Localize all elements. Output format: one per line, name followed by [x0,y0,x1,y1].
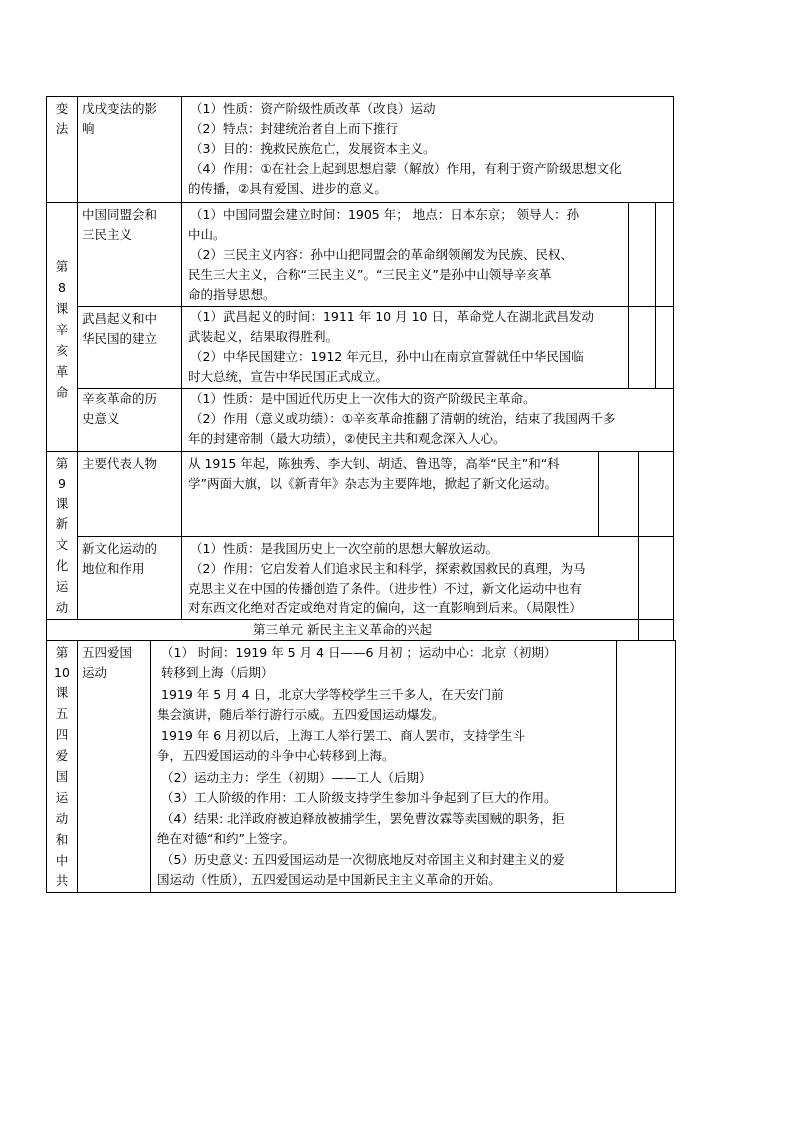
content-line: （1）性质：是中国近代历史上一次伟大的资产阶级民主革命。 [190,391,536,406]
topic-cell-xinhai-yiyi [77,388,182,452]
content-line: 1919 年 6 月初以后，上海工人举行罢工、商人罢市，支持学生斗 [161,728,526,743]
topic-line: 戊戌变法的影 [82,101,158,116]
lesson-char: 10 [54,665,70,680]
empty-cell [638,619,674,641]
topic-cell-wuchang [77,306,182,389]
empty-cell [628,202,656,307]
content-line: （1）中国同盟会建立时间：1905 年； 地点：日本东京； 领导人：孙 [190,207,580,222]
content-cell-diwei [181,536,639,620]
lesson-char: 第 [55,645,69,660]
unit-title: 第三单元 新民主主义革命的兴起 [253,622,432,637]
content-cell-wuchang [181,306,629,389]
lesson-char: 革 [55,364,69,379]
lesson-char: 辛 [55,322,69,337]
topic-line: 新文化运动的 [82,541,158,556]
topic-cell-diwei [77,536,182,620]
lesson-char: 爱 [55,748,69,763]
empty-cell [616,640,676,893]
lesson-cell-8 [46,202,78,452]
lesson-char: 五 [55,706,69,721]
empty-cell [638,451,674,537]
empty-cell [655,306,674,389]
lesson-char: 课 [55,685,69,700]
content-line: （3）工人阶级的作用：工人阶级支持学生参加斗争起到了巨大的作用。 [161,790,557,805]
content-line: 中山。 [188,227,226,242]
content-line: 从 1915 年起，陈独秀、李大钊、胡适、鲁迅等，高举“民主”和“科 [188,456,560,471]
lesson-char: 动 [55,811,69,826]
lesson-cell-10 [46,640,78,893]
lesson-char: 8 [58,280,66,295]
lesson-char: 和 [55,832,69,847]
lesson-char: 中 [55,853,69,868]
lesson-char: 变 [55,101,69,116]
topic-line: 三民主义 [82,227,133,242]
content-line: （5）历史意义: 五四爱国运动是一次彻底地反对帝国主义和封建主义的爱 [161,852,565,867]
empty-cell [628,306,656,389]
topic-line: 中国同盟会和 [82,207,158,222]
content-line: 国运动（性质），五四爱国运动是中国新民主主义革命的开始。 [157,872,501,887]
lesson-char: 命 [55,385,69,400]
empty-cell [638,536,674,620]
topic-line: 地位和作用 [82,561,145,576]
content-line: （2）三民主义内容：孙中山把同盟会的革命纲领阐发为民族、民权、 [190,247,573,262]
content-line: 转移到上海（后期） [161,665,274,680]
content-cell-bianfa [181,96,674,203]
topic-line: 响 [82,121,95,136]
lesson-char: 动 [55,600,69,615]
topic-line: 运动 [82,665,108,680]
topic-cell-wusi [77,640,151,893]
lesson-char: 第 [55,456,69,471]
content-cell-tongmenghui [181,202,629,307]
lesson-char: 共 [55,873,69,888]
content-line: 民生三大主义，合称“三民主义”。“三民主义”是孙中山领导辛亥革 [188,267,552,282]
content-cell-xinhai-yiyi [181,388,674,452]
lesson-char: 国 [55,769,69,784]
content-line: （1） 时间：1919 年 5 月 4 日——6 月初 ；运动中心：北京（初期） [161,645,557,660]
content-line: （3）目的：挽救民族危亡，发展资本主义。 [190,141,436,156]
content-line: 集会演讲，随后举行游行示威。五四爱国运动爆发。 [157,707,445,722]
unit-header-cell [46,619,639,641]
content-line: 克思主义在中国的传播创造了条件。（进步性）不过，新文化运动中也有 [188,581,582,596]
content-line: 学”两面大旗，以《新青年》杂志为主要阵地，掀起了新文化运动。 [188,476,557,491]
content-line: （2）运动主力：学生（初期）——工人（后期） [161,770,432,785]
topic-line: 辛亥革命的历 [82,391,158,406]
content-line: 时大总统，宣告中华民国正式成立。 [188,369,389,384]
lesson-char: 新 [55,516,69,531]
lesson-char: 四 [55,727,69,742]
content-line: 的传播，②具有爱国、进步的意义。 [188,181,387,196]
content-cell-wusi [150,640,617,893]
content-line: （4）结果: 北洋政府被迫释放被捕学生，罢免曹汝霖等卖国贼的职务，拒 [161,811,565,826]
lesson-char: 9 [58,476,66,491]
lesson-char: 化 [55,558,69,573]
empty-cell [655,202,674,307]
lesson-char: 课 [55,301,69,316]
lesson-char: 亥 [55,343,69,358]
lesson-char: 运 [55,579,69,594]
content-line: （4）作用：①在社会上起到思想启蒙（解放）作用，有利于资产阶级思想文化 [190,161,622,176]
content-line: （2）作用：它启发着人们追求民主和科学，探索救国救民的真理，为马 [190,561,586,576]
lesson-char: 文 [55,537,69,552]
content-line: （1）性质：资产阶级性质改革（改良）运动 [190,101,436,116]
lesson-cell-bianfa [46,96,78,203]
lesson-char: 法 [55,121,69,136]
topic-cell-tongmenghui [77,202,182,307]
content-line: （1）性质：是我国历史上一次空前的思想大解放运动。 [190,541,498,556]
content-line: 对东西文化绝对否定或绝对肯定的偏向，这一直影响到后来。（局限性） [188,600,582,615]
topic-line: 史意义 [82,411,120,426]
content-line: 武装起义，结果取得胜利。 [188,329,339,344]
content-line: 年的封建帝制（最大功绩），②使民主共和观念深入人心。 [188,431,506,446]
content-line: 绝在对德“和约”上签字。 [157,831,295,846]
lesson-char: 第 [55,259,69,274]
content-line: （1）武昌起义的时间：1911 年 10 月 10 日，革命党人在湖北武昌发动 [190,309,594,324]
content-line: 命的指导思想。 [188,287,276,302]
content-line: （2）中华民国建立：1912 年元旦，孙中山在南京宣誓就任中华民国临 [190,349,584,364]
topic-cell-renwu [77,451,182,537]
topic-line: 主要代表人物 [82,456,158,471]
lesson-char: 课 [55,496,69,511]
topic-cell-bianfa [77,96,182,203]
topic-line: 五四爱国 [82,645,133,660]
topic-line: 武昌起义和中 [82,311,158,326]
content-line: 争，五四爱国运动的斗争中心转移到上海。 [157,748,395,763]
topic-line: 华民国的建立 [82,331,158,346]
empty-cell [598,451,639,537]
content-line: （2）作用（意义或功绩）：①辛亥革命推翻了清朝的统治，结束了我国两千多 [190,411,616,426]
content-cell-renwu [181,451,599,537]
content-line: 1919 年 5 月 4 日，北京大学等校学生三千多人，在天安门前 [161,687,504,702]
content-line: （2）特点：封建统治者自上而下推行 [190,121,398,136]
lesson-char: 运 [55,790,69,805]
lesson-cell-9 [46,451,78,620]
